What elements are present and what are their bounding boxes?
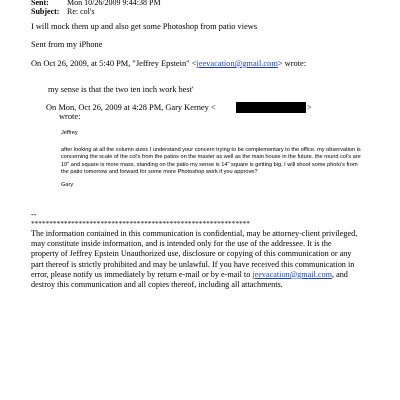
sent-label: Sent: xyxy=(31,0,49,7)
stars-divider: ************************************************************ xyxy=(31,219,250,228)
quote1-suffix: > wrote: xyxy=(277,59,307,68)
inner-greeting: Jeffrey xyxy=(61,130,78,136)
inner-signature: Gary xyxy=(61,182,74,188)
quote2-wrote: wrote: xyxy=(59,112,81,121)
reply-line-1: I will mock them up and also get some Photoshop from patio views xyxy=(31,22,258,31)
quote2-suffix: > xyxy=(307,103,312,112)
confidentiality-notice xyxy=(31,229,361,290)
signature-dashes: -- xyxy=(31,210,37,219)
quote1-header xyxy=(31,59,306,69)
quote1-prefix: On Oct 26, 2009, at 5:40 PM, "Jeffrey Epstein" < xyxy=(31,59,197,68)
subject-value: Re: col's xyxy=(67,7,95,16)
quote1-email-link[interactable]: jeevacation@gmail.com xyxy=(196,59,278,68)
reply-line-2: Sent from my iPhone xyxy=(31,40,103,49)
notice-part-1: The information contained in this communication is confidential, may be attorney-client privileged, may constitute inside information, and is intended only for the use of the addressee. It is the property of Jeffrey Epstein Unauthorized use, disclosure or copying of this communication or any part thereof is strictly prohibited and may be unlawful. If you have received this communication in error, please notify us immediately by return e-mail or by e-mail to xyxy=(31,229,358,279)
notice-part-2: , and destroy this communication and all copies thereof, including all attachments. xyxy=(31,269,348,290)
inner-paragraph: after looking at all the column sizes I understand your concern trying to be complementary to the office. my observation is concerning the scale of the col's from the patios on the master as well as the main house in the future. the round col's are 10" and square is more mass, standing on the patio my sense is 14" square is getting big. I will shoot some photo's from the patio tomorrow and forward for some more Photoshop work if you approve? xyxy=(61,147,361,176)
notice-email-link[interactable]: jeevacation@gmail.com xyxy=(252,269,332,279)
quote1-message: my sense is that the two ten inch work best' xyxy=(48,85,194,94)
subject-label: Subject: xyxy=(31,7,60,16)
quote2-prefix: On Mon, Oct 26, 2009 at 4:28 PM, Gary Kerney < xyxy=(46,103,216,112)
sent-value: Mon 10/26/2009 9:44:38 PM xyxy=(67,0,161,7)
redaction-block xyxy=(236,102,306,113)
